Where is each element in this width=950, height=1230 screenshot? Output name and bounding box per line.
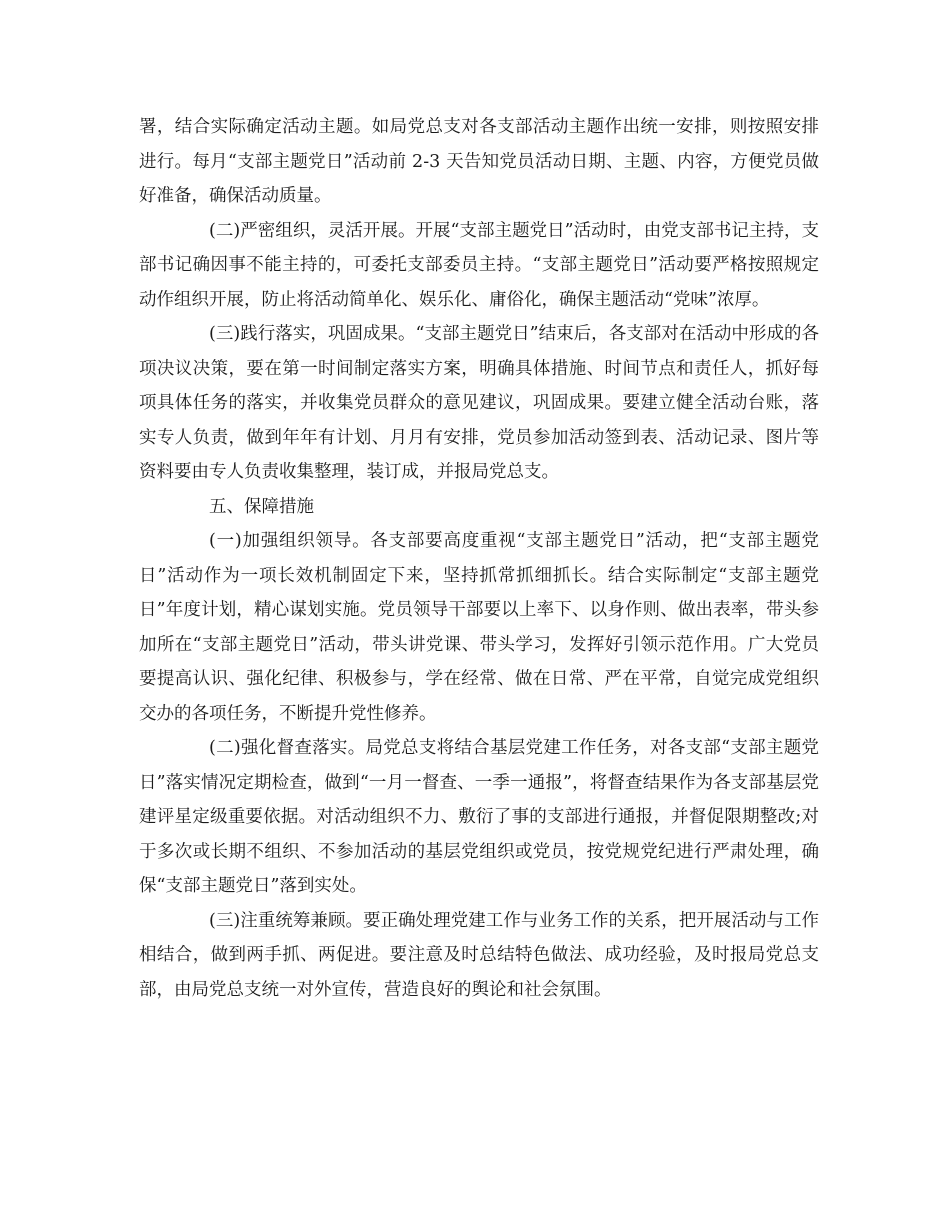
paragraph-supervision: (二)强化督查落实。局党总支将结合基层党建工作任务，对各支部“支部主题党日”落实情况定期检查，做到“一月一督查、一季一通报”，将督查结果作为各支部基层党建评星定级重要依据。对活动组织不力、敷衍了事的支部进行通报，并督促限期整改;对于多次或长期不组织、不参加活动的基层党组织或党员，按党规党纪进行严肃处理，确保“支部主题党日”落到实处。	[139, 738, 819, 896]
paragraph-coordination: (三)注重统筹兼顾。要正确处理党建工作与业务工作的关系，把开展活动与工作相结合，做到两手抓、两促进。要注意及时总结特色做法、成功经验，及时报局党总支部，由局党总支统一对外宣传，营造良好的舆论和社会氛围。	[139, 910, 819, 1000]
document-body	[139, 110, 819, 1007]
paragraph-strict-organization: (二)严密组织，灵活开展。开展“支部主题党日”活动时，由党支部书记主持，支部书记确因事不能主持的，可委托支部委员主持。“支部主题党日”活动要严格按照规定动作组织开展，防止将活动简单化、娱乐化、庸俗化，确保主题活动“党味”浓厚。	[139, 220, 819, 310]
paragraph-leadership: (一)加强组织领导。各支部要高度重视“支部主题党日”活动，把“支部主题党日”活动作为一项长效机制固定下来，坚持抓常抓细抓长。结合实际制定“支部主题党日”年度计划，精心谋划实施。党员领导干部要以上率下、以身作则、做出表率，带头参加所在“支部主题党日”活动，带头讲党课、带头学习，发挥好引领示范作用。广大党员要提高认识、强化纪律、积极参与，学在经常、做在日常、严在平常，自觉完成党组织交办的各项任务，不断提升党性修养。	[139, 531, 819, 724]
paragraph-implementation: (三)践行落实，巩固成果。“支部主题党日”结束后，各支部对在活动中形成的各项决议决策，要在第一时间制定落实方案，明确具体措施、时间节点和责任人，抓好每项具体任务的落实，并收集党员群众的意见建议，巩固成果。要建立健全活动台账，落实专人负责，做到年年有计划、月月有安排，党员参加活动签到表、活动记录、图片等资料要由专人负责收集整理，装订成，并报局党总支。	[139, 324, 819, 482]
paragraph-continued: 署，结合实际确定活动主题。如局党总支对各支部活动主题作出统一安排，则按照安排进行。每月“支部主题党日”活动前 2-3 天告知党员活动日期、主题、内容，方便党员做好准备，确保活动质量。	[139, 117, 819, 206]
section-heading-safeguards: 五、保障措施	[209, 496, 314, 517]
